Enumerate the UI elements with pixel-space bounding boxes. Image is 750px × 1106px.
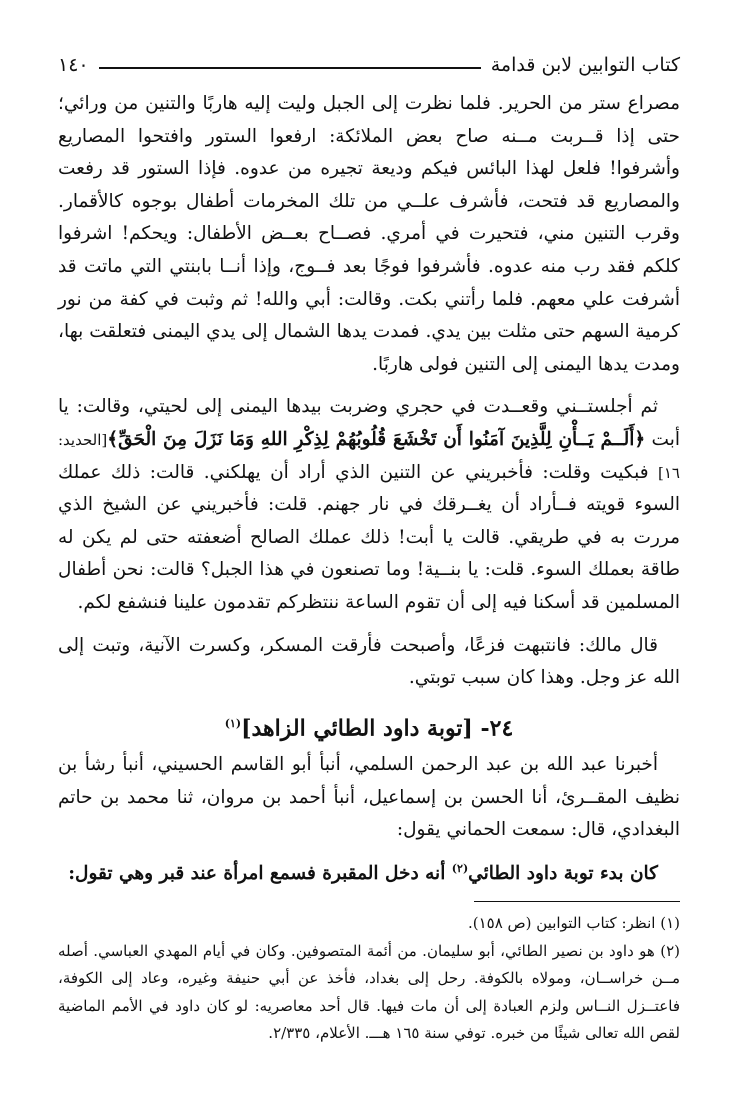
book-title: كتاب التوابين لابن قدامة xyxy=(490,54,680,76)
footnote-2: (٢) هو داود بن نصير الطائي، أبو سليمان. من أئمة المتصوفين. وكان في أيام المهدي العباسي. أصله مــن خراســان، ومولاه بالكوفة. رحل إلى بغداد، فأخذ عن أبي حنيفة وغيره، وعاد إلى الكوفة، فاعتــزل النــاس ولزم العبادة إلى أن مات فيها. قال أحد معاصريه: لو كان داود في الأمم الماضية لقص الله تعالى شيئًا من خبره. توفي سنة ١٦٥ هـــ. الأعلام، ٢/٣٣٥. xyxy=(58,941,680,1042)
quran-verse: ﴿أَلَــمْ يَــأْنِ لِلَّذِينَ آمَنُوا أَن تَخْشَعَ قُلُوبُهُمْ لِذِكْرِ اللهِ وَمَا نَزَلَ مِنَ الْحَقِّ﴾ xyxy=(107,428,646,450)
section-footnote-ref: (١) xyxy=(224,716,242,730)
section-heading xyxy=(58,707,680,745)
paragraph-4: أخبرنا عبد الله بن عبد الرحمن السلمي، أنبأ أبو القاسم الحسيني، أنبأ رشأ بن نظيف المقــرئ، أنا الحسن بن إسماعيل، أنبأ أحمد بن مروان، ثنا محمد بن حاتم البغدادي، قال: سمعت الحماني يقول: xyxy=(58,754,680,841)
paragraph-2-intro: ثم أجلستــني وقعــدت في حجري وضربت بيدها اليمنى إلى لحيتي، وقالت: يا أبت xyxy=(58,396,680,450)
paragraph-5-end: أنه دخل المقبرة فسمع امرأة عند قبر وهي تقول: xyxy=(68,862,446,884)
page-number: ١٤٠ xyxy=(58,54,89,76)
footnote-1: (١) انظر: كتاب التوابين (ص ١٥٨). xyxy=(467,914,680,932)
paragraph-5 xyxy=(58,853,680,891)
footnote-separator xyxy=(474,901,680,902)
paragraph-2-continuation: فبكيت وقلت: فأخبريني عن التنين الذي أراد أن يهلكني. قالت: ذلك عملك السوء قويته فــأراد أن يغــرقك في نار جهنم. قلت: فأخبريني عن الشيخ الذي مررت به في طريقي. قالت يا أبت! ذلك عملك الصالح أضعفته حتى لم يكن له طاقة بعملك السوء. قلت: يا بنــية! وما تصنعون في هذا الجبل؟ قالت: نحن أطفال المسلمين قد أسكنا فيه إلى أن تقوم الساعة ننتظركم تقدمون علينا فنشفع لكم. xyxy=(58,461,680,613)
verse-reference: [الحديد: ١٦] xyxy=(58,430,680,482)
paragraph-3: قال مالك: فانتبهت فزعًا، وأصبحت فأرقت المسكر، وكسرت الآنية، وتبت إلى الله عز وجل. وهذا كان سبب توبتي. xyxy=(58,634,680,689)
paragraph-1: مصراع ستر من الحرير. فلما نظرت إلى الجبل وليت إليه هاربًا والتنين من ورائي؛ حتى إذا قــربت مــنه صاح بعض الملائكة: ارفعوا الستور وافتحوا المصاريع وأشرفوا! فلعل لهذا البائس فيكم وديعة تجيره من عدوه. فإذا الستور قد رفعت والمصاريع قد فتحت، فأشرف علــي من تلك المخرمات أطفال بوجوه كالأقمار. وقرب التنين مني، فتحيرت في أمري. فصــاح بعــض الأطفال: ويحكم! اشرفوا كلكم فقد رب منه عدوه. فأشرفوا فوجًا بعد فــوج، وإذا أنــا بابنتي التي ماتت قد أشرفت علي معهم. فلما رأتني بكت. وقالت: أبي والله! ثم وثبت في كفة من نور كرمية السهم حتى مثلت بين يدي. فمدت يدها الشمال إلى يدي اليمنى فتعلقت بها، ومدت يدها اليمنى إلى التنين فولى هاربًا. xyxy=(58,93,680,375)
footnotes xyxy=(58,910,680,1048)
page-body xyxy=(58,88,680,891)
footnote-ref-2: (٢) xyxy=(451,861,469,875)
paragraph-5-start: كان بدء توبة داود الطائي xyxy=(468,862,658,884)
header-rule xyxy=(99,67,481,69)
paragraph-2 xyxy=(58,391,680,619)
page-header xyxy=(58,54,680,76)
section-heading-text: ٢٤- [توبة داود الطائي الزاهد] xyxy=(241,715,514,742)
